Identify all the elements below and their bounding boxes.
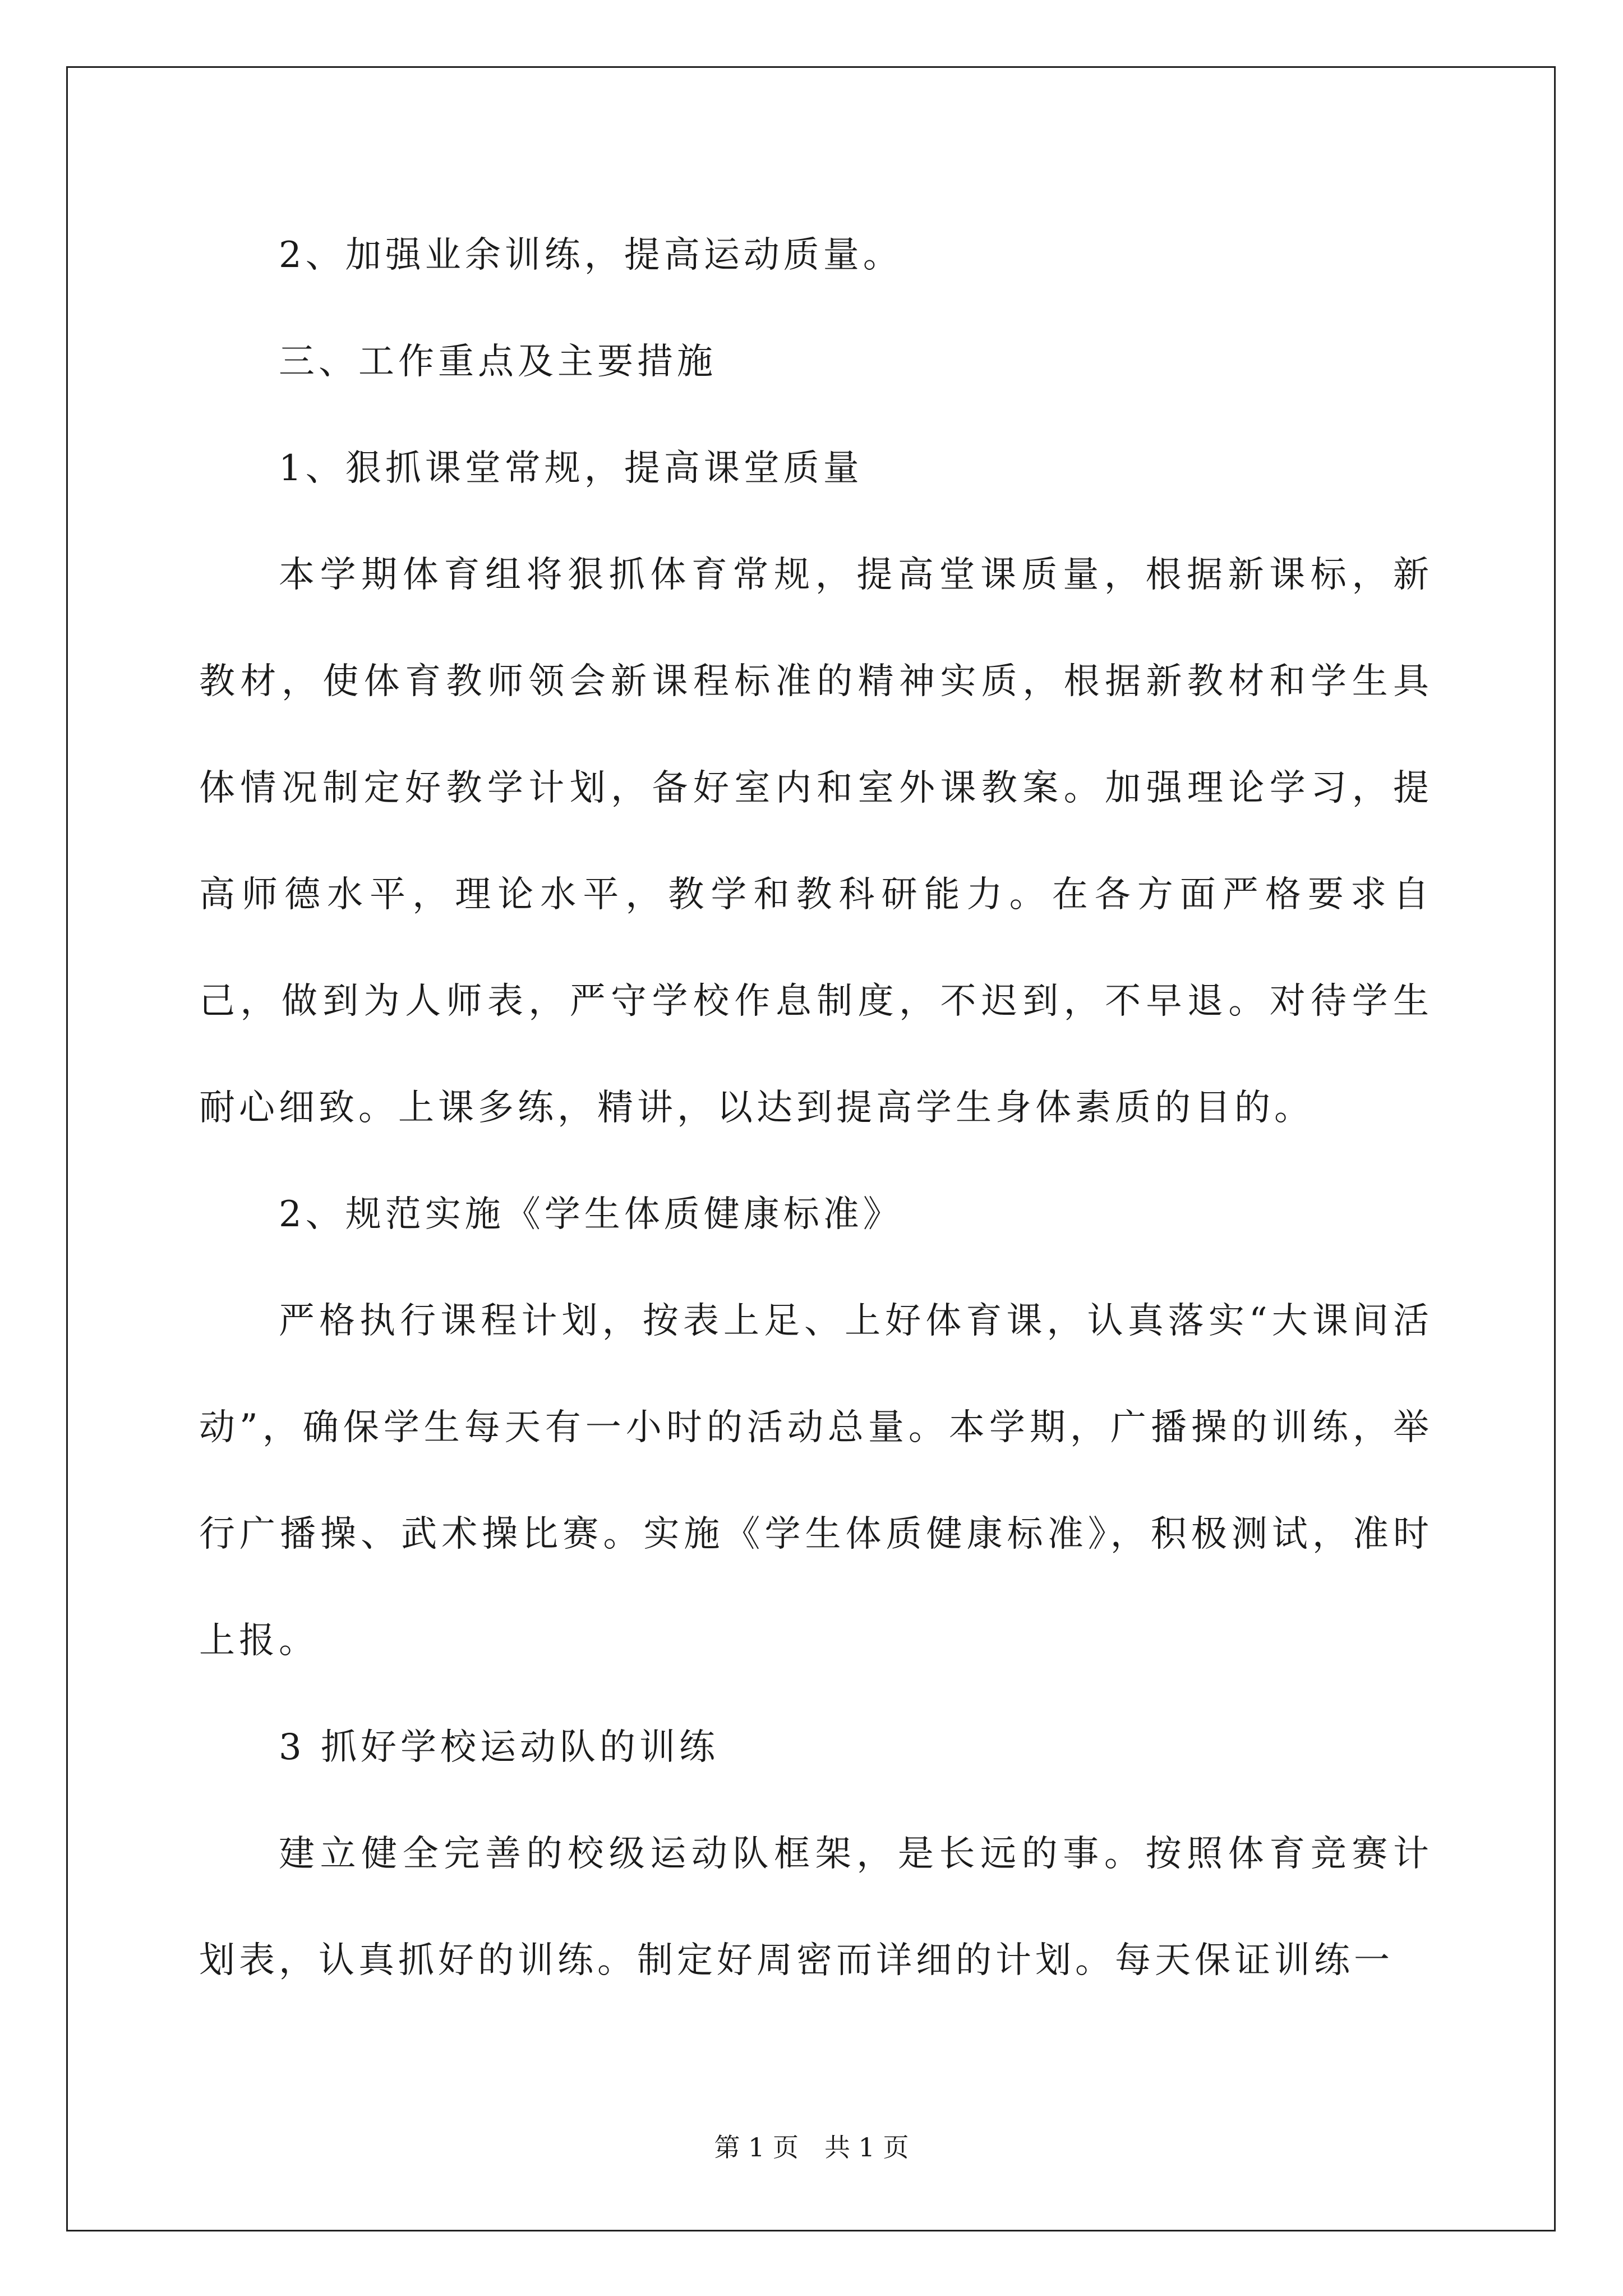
paragraph-4: 建立健全完善的校级运动队框架，是长远的事。按照体育竞赛计划表，认真抓好的训练。制定好周密而详细的计划。每天保证训练一 <box>199 1833 1433 1981</box>
section-heading: 三、工作重点及主要措施 <box>279 341 717 383</box>
subheading-2: 2、规范实施《学生体质健康标准》 <box>279 1194 903 1235</box>
subheading-1: 1、狠抓课堂常规，提高课堂质量 <box>279 448 863 489</box>
paragraph-3: 严格执行课程计划，按表上足、上好体育课，认真落实“大课间活动”，确保学生每天有一小时的活动总量。本学期，广播操的训练，举行广播操、武术操比赛。实施《学生体质健康标准》，积极测试，准时上报。 <box>199 1300 1433 1662</box>
subheading-3: 3 抓好学校运动队的训练 <box>279 1727 720 1768</box>
document-body <box>199 202 1433 2014</box>
paragraph-2: 本学期体育组将狠抓体育常规，提高堂课质量，根据新课标，新教材，使体育教师领会新课程标准的精神实质，根据新教材和学生具体情况制定好教学计划，备好室内和室外课教案。加强理论学习，提高师德水平，理论水平，教学和教科研能力。在各方面严格要求自己，做到为人师表，严守学校作息制度，不迟到，不早退。对待学生耐心细致。上课多练，精讲，以达到提高学生身体素质的目的。 <box>199 554 1433 1129</box>
page-footer <box>0 2127 1623 2164</box>
page-number-current: 第 1 页 <box>714 2132 799 2162</box>
paragraph-1: 2、加强业余训练，提高运动质量。 <box>279 234 903 276</box>
page-number-total: 共 1 页 <box>824 2132 909 2162</box>
